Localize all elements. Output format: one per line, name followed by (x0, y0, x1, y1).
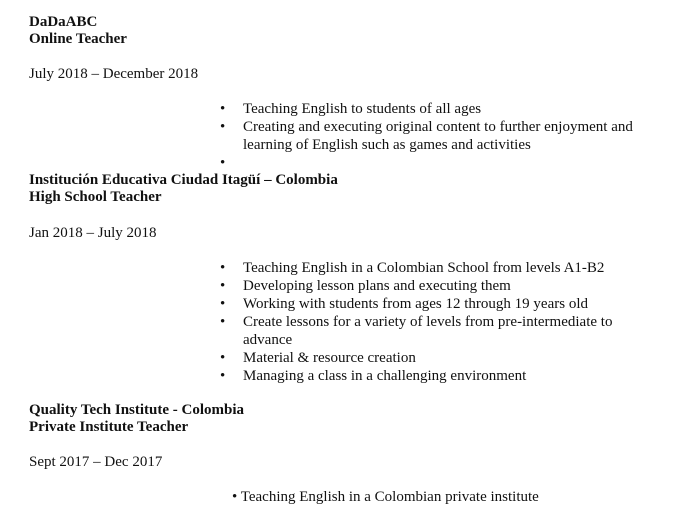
bullet-icon: • (220, 119, 226, 135)
bullet-icon: • (220, 296, 226, 312)
job1-dates: July 2018 – December 2018 (29, 66, 199, 82)
bullet-icon: • (232, 489, 238, 505)
job2-bullet-list (218, 260, 658, 386)
bullet-icon: • (220, 278, 226, 294)
bullet-text: Creating and executing original content to further enjoyment and learning of English such as games and activities (243, 119, 633, 153)
job1-bullet-list (218, 101, 658, 169)
bullet-icon: • (220, 367, 226, 384)
job3-company: Quality Tech Institute - Colombia (29, 402, 245, 418)
job2-dates: Jan 2018 – July 2018 (29, 225, 157, 241)
job2-title: High School Teacher (29, 189, 162, 205)
list-item (218, 260, 658, 278)
bullet-icon: • (220, 154, 226, 171)
bullet-text: Teaching English in a Colombian School from levels A1-B2 (243, 260, 605, 276)
bullet-text: Managing a class in a challenging environment (243, 367, 527, 384)
job1-company: DaDaABC (29, 14, 98, 30)
bullet-text: Working with students from ages 12 through 19 years old (243, 296, 588, 312)
list-item (218, 278, 658, 296)
list-item (218, 314, 658, 349)
job3-dates: Sept 2017 – Dec 2017 (29, 454, 163, 470)
list-item (218, 155, 658, 169)
job1-title: Online Teacher (29, 31, 127, 47)
bullet-icon: • (220, 349, 226, 366)
job3-bullet-item (232, 489, 539, 506)
bullet-text: Teaching English in a Colombian private institute (240, 489, 539, 505)
bullet-text: Developing lesson plans and executing them (243, 278, 511, 294)
bullet-text: Create lessons for a variety of levels from pre-intermediate to advance (243, 314, 613, 348)
bullet-icon: • (220, 101, 226, 117)
bullet-icon: • (220, 260, 226, 276)
list-item (218, 296, 658, 314)
job2-company: Institución Educativa Ciudad Itagüí – Colombia (29, 172, 338, 188)
bullet-text: Teaching English to students of all ages (243, 101, 482, 117)
list-item (218, 101, 658, 119)
job3-title: Private Institute Teacher (29, 419, 189, 435)
list-item (218, 350, 658, 368)
list-item (218, 368, 658, 386)
list-item (218, 119, 658, 154)
bullet-icon: • (220, 314, 226, 330)
bullet-text: Material & resource creation (243, 349, 416, 366)
